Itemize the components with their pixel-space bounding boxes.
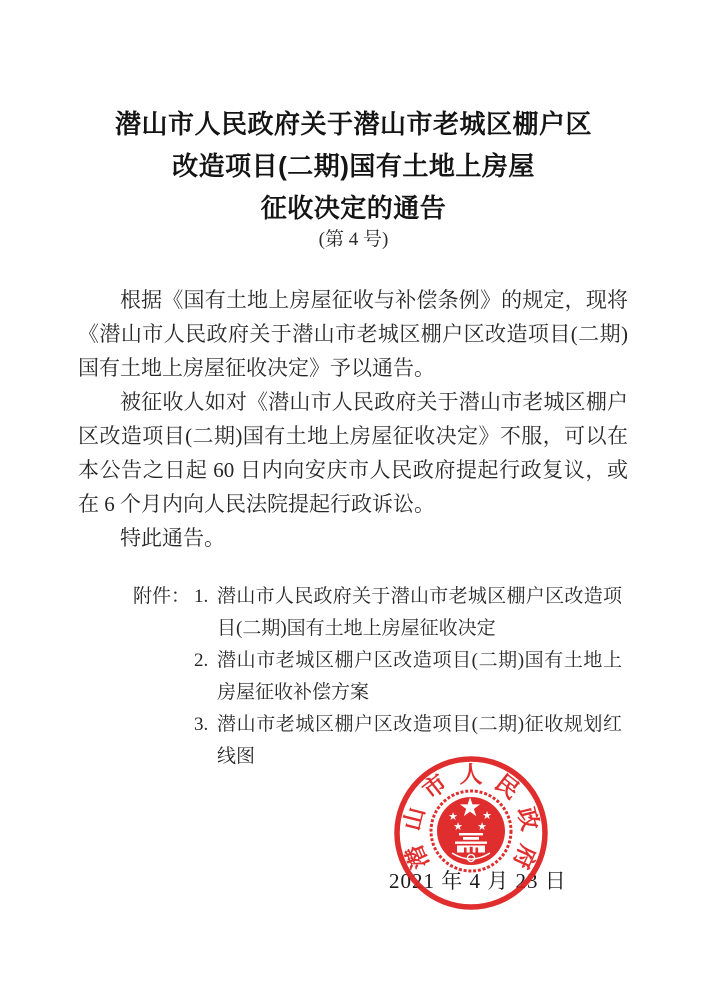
seal-arc-char: 潜 [400,841,434,873]
big-star-icon: ★ [458,793,482,822]
seal-arc-char: 民 [490,769,525,804]
attachment-text: 潜山市老城区棚户区改造项目(二期)征收规划红线图 [217,714,623,767]
attachment-number: 1. [194,586,209,607]
attachments-section [133,581,633,773]
seal-arc-char: 政 [512,804,544,834]
notice-title [0,103,707,229]
seal-arc-char: 府 [508,841,542,873]
small-star-icon: ★ [482,810,492,822]
seal-emblem [431,791,511,871]
attachment-text: 潜山市老城区棚户区改造项目(二期)国有土地上房屋征收补偿方案 [217,650,623,703]
attachment-number: 3. [194,714,209,735]
seal-arc-char: 人 [459,761,483,787]
attachment-item [194,581,622,645]
date-text: 2021 年 4 月 23 日 [389,869,567,893]
attachments-list [194,581,622,773]
notice-title-line-1: 潜山市人民政府关于潜山市老城区棚户区 [114,109,592,139]
paragraph-basis: 根据《国有土地上房屋征收与补偿条例》的规定，现将《潜山市人民政府关于潜山市老城区棚户区改造项目(二期)国有土地上房屋征收决定》予以通告。 [78,288,628,380]
attachments-label: 附件： [133,586,191,607]
seal-arc-char: 山 [398,804,430,834]
attachment-number: 2. [194,650,209,671]
notice-title-line-2: 改造项目(二期)国有土地上房屋 [172,151,535,181]
notice-body [78,283,628,555]
small-star-icon: ★ [448,811,458,823]
notice-number: (第 4 号) [318,229,389,250]
attachment-text: 潜山市人民政府关于潜山市老城区棚户区改造项目(二期)国有土地上房屋征收决定 [217,586,623,639]
paragraph-appeal-rights: 被征收人如对《潜山市人民政府关于潜山市老城区棚户区改造项目(二期)国有土地上房屋征收决定》不服，可以在本公告之日起 60 日内向安庆市人民政府提起行政复议，或在 6 个月内向人民法院提起行政诉讼。 [78,390,628,516]
paragraph-closing: 特此通告。 [120,526,225,550]
small-star-icon: ★ [453,821,463,833]
attachment-item [194,645,622,709]
official-seal [384,746,558,920]
small-star-icon: ★ [477,821,487,833]
seal-arc-char: 市 [417,769,452,804]
notice-title-line-3: 征收决定的通告 [260,193,447,223]
